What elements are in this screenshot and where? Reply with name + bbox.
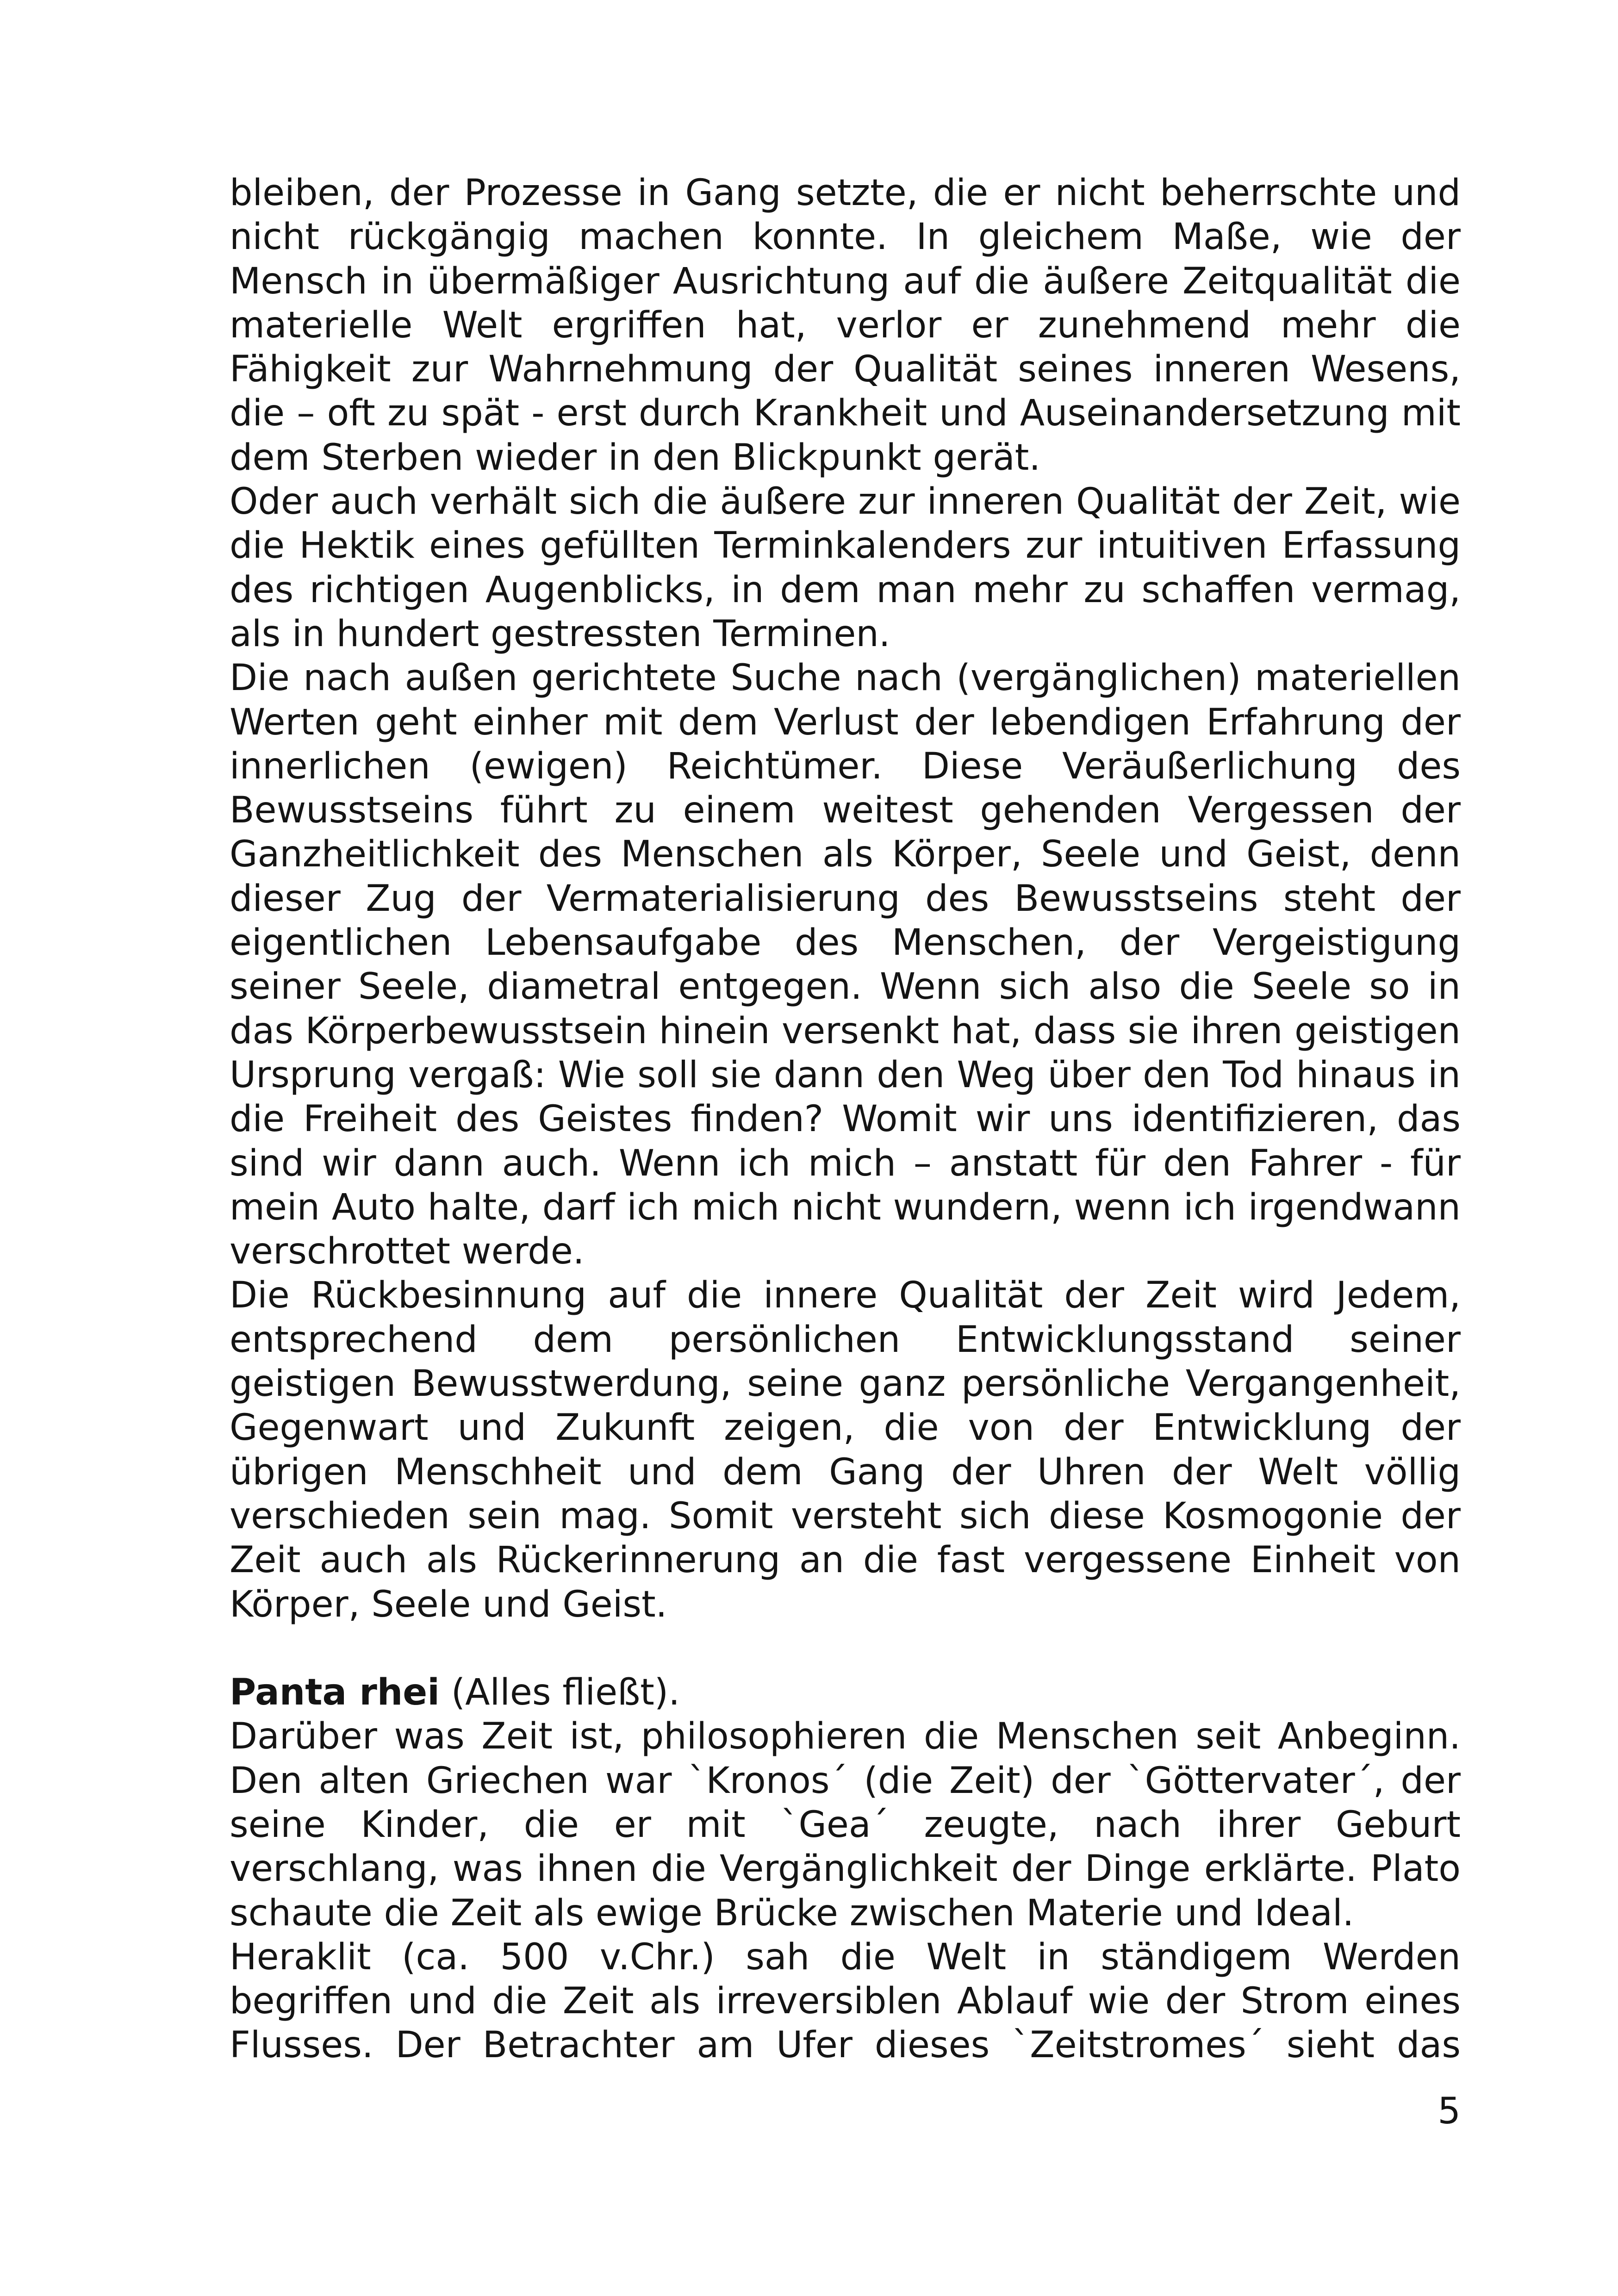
paragraph-spacer bbox=[230, 1627, 1461, 1671]
paragraph-1: bleiben, der Prozesse in Gang setzte, die er nicht beherrschte und nicht rückgängig machen konnte. In gleichem Maße, wie der Mensch in übermäßiger Ausrichtung auf die äußere Zeitqualität die materielle Welt ergriffen hat, verlor er zunehmend mehr die Fähigkeit zur Wahrnehmung der Qualität seines inneren Wesens, die – oft zu spät - erst durch Krankheit und Auseinandersetzung mit dem Sterben wieder in den Blickpunkt gerät. bbox=[230, 172, 1461, 479]
section-paragraph-2: Heraklit (ca. 500 v.Chr.) sah die Welt in ständigem Werden begriffen und die Zeit als irreversiblen Ablauf wie der Strom eines Flusses. Der Betrachter am Ufer dieses `Zeitstromes´ sieht das bbox=[230, 1936, 1461, 2066]
body-text bbox=[230, 171, 1461, 2068]
section-paragraph-1: Darüber was Zeit ist, philosophieren die Menschen seit Anbeginn. Den alten Griechen war `Kronos´ (die Zeit) der `Göttervater´, der seine Kinder, die er mit `Gea´ zeugte, nach ihrer Geburt verschlang, was ihnen die Vergänglichkeit der Dinge erklärte. Plato schaute die Zeit als ewige Brücke zwischen Materie und Ideal. bbox=[230, 1716, 1461, 1934]
section-heading-rest: (Alles fließt). bbox=[439, 1672, 680, 1714]
paragraph-2: Oder auch verhält sich die äußere zur inneren Qualität der Zeit, wie die Hektik eines gefüllten Terminkalenders zur intuitiven Erfassung des richtigen Augenblicks, in dem man mehr zu schaffen vermag, als in hundert gestressten Terminen. bbox=[230, 481, 1461, 655]
paragraph-3: Die nach außen gerichtete Suche nach (vergänglichen) materiellen Werten geht einher mit dem Verlust der lebendigen Erfahrung der innerlichen (ewigen) Reichtümer. Diese Veräußerlichung des Bewusstseins führt zu einem weitest gehenden Vergessen der Ganzheitlichkeit des Menschen als Körper, Seele und Geist, denn dieser Zug der Vermaterialisierung des Bewusstseins steht der eigentlichen Lebensaufgabe des Menschen, der Vergeistigung seiner Seele, diametral entgegen. Wenn sich also die Seele so in das Körperbewusstsein hinein versenkt hat, dass sie ihren geistigen Ursprung vergaß: Wie soll sie dann den Weg über den Tod hinaus in die Freiheit des Geistes finden? Womit wir uns identifizieren, das sind wir dann auch. Wenn ich mich – anstatt für den Fahrer - für mein Auto halte, darf ich mich nicht wundern, wenn ich irgendwann verschrottet werde. bbox=[230, 657, 1461, 1273]
paragraph-4: Die Rückbesinnung auf die innere Qualität der Zeit wird Jedem, entsprechend dem persönlichen Entwicklungsstand seiner geistigen Bewusstwerdung, seine ganz persönliche Vergangenheit, Gegenwart und Zukunft zeigen, die von der Entwicklung der übrigen Menschheit und dem Gang der Uhren der Welt völlig verschieden sein mag. Somit versteht sich diese Kosmogonie der Zeit auch als Rückerinnerung an die fast vergessene Einheit von Körper, Seele und Geist. bbox=[230, 1275, 1461, 1625]
section-heading bbox=[230, 1671, 1461, 1715]
section-heading-bold: Panta rhei bbox=[230, 1672, 440, 1714]
page-number: 5 bbox=[1438, 2091, 1461, 2132]
